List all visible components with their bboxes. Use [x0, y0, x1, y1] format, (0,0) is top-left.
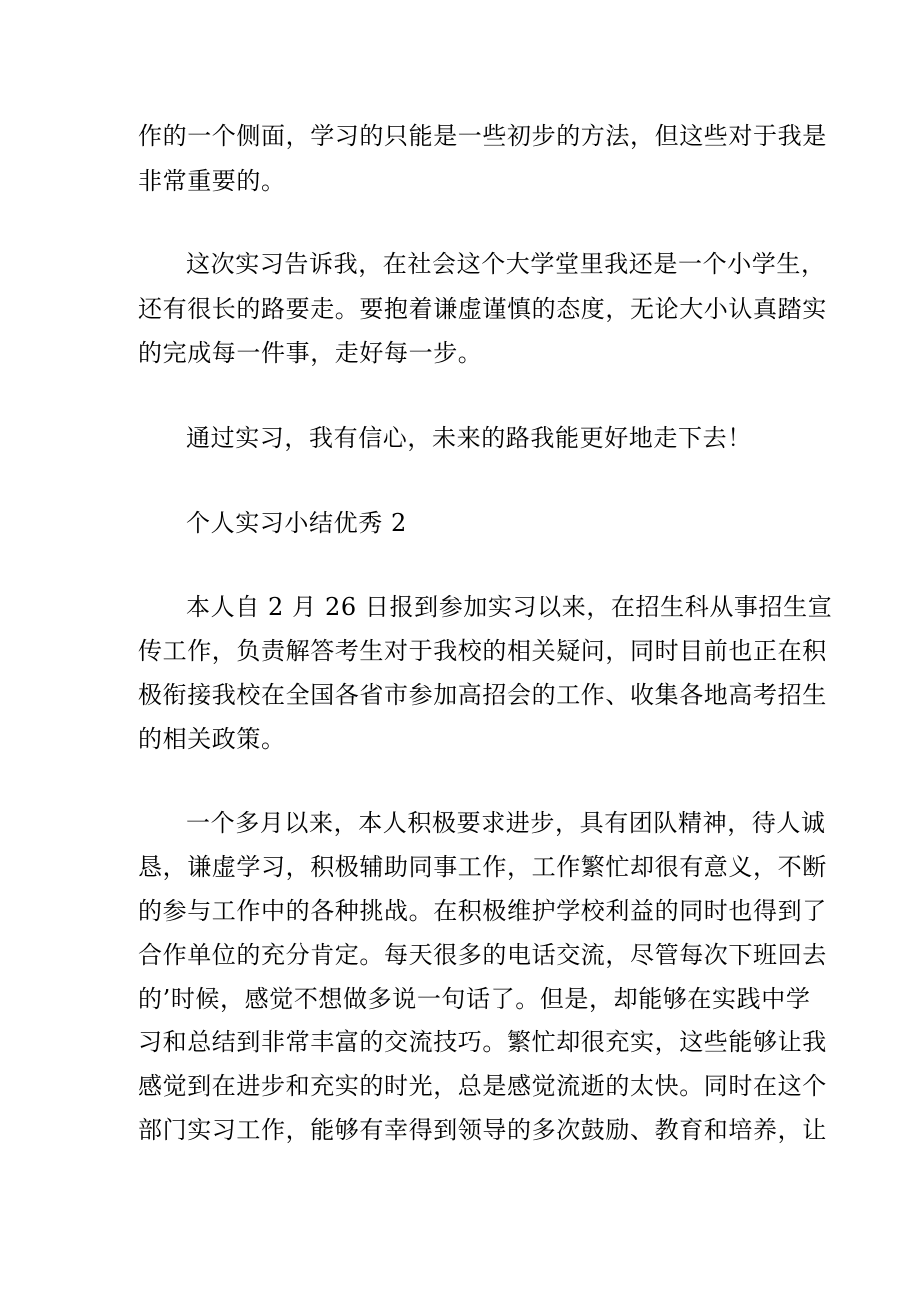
paragraph-line: 的’时候，感觉不想做多说一句话了。但是，却能够在实践中学 [138, 985, 811, 1013]
section-heading: 个人实习小结优秀 2 [186, 509, 407, 537]
paragraph-line: 的参与工作中的各种挑战。在积极维护学校利益的同时也得到了 [138, 897, 827, 925]
paragraph-line: 这次实习告诉我，在社会这个大学堂里我还是一个小学生， [186, 250, 826, 278]
paragraph-line: 通过实习，我有信心，未来的路我能更好地走下去！ [186, 424, 752, 452]
paragraph-line: 极衔接我校在全国各省市参加高招会的工作、收集各地高考招生 [138, 681, 827, 709]
paragraph-line: 传工作，负责解答考生对于我校的相关疑问，同时目前也正在积 [138, 637, 827, 665]
paragraph-line: 的完成每一件事，走好每一步。 [138, 339, 483, 367]
paragraph-line: 本人自 2 月 26 日报到参加实习以来，在招生科从事招生宣 [186, 593, 833, 621]
paragraph-line: 恳，谦虚学习，积极辅助同事工作，工作繁忙却很有意义，不断 [138, 853, 827, 881]
paragraph-line: 部门实习工作，能够有幸得到领导的多次鼓励、教育和培养，让 [138, 1116, 827, 1144]
paragraph-line: 还有很长的路要走。要抱着谦虚谨慎的态度，无论大小认真踏实 [138, 295, 827, 323]
paragraph-line: 感觉到在进步和充实的时光，总是感觉流逝的太快。同时在这个 [138, 1072, 827, 1100]
paragraph-line: 非常重要的。 [138, 167, 286, 195]
paragraph-line: 的相关政策。 [138, 725, 286, 753]
paragraph-line: 习和总结到非常丰富的交流技巧。繁忙却很充实，这些能够让我 [138, 1028, 827, 1056]
paragraph-line: 合作单位的充分肯定。每天很多的电话交流，尽管每次下班回去 [138, 941, 827, 969]
paragraph-line: 作的一个侧面，学习的只能是一些初步的方法，但这些对于我是 [138, 122, 827, 150]
paragraph-line: 一个多月以来，本人积极要求进步，具有团队精神，待人诚 [186, 809, 826, 837]
